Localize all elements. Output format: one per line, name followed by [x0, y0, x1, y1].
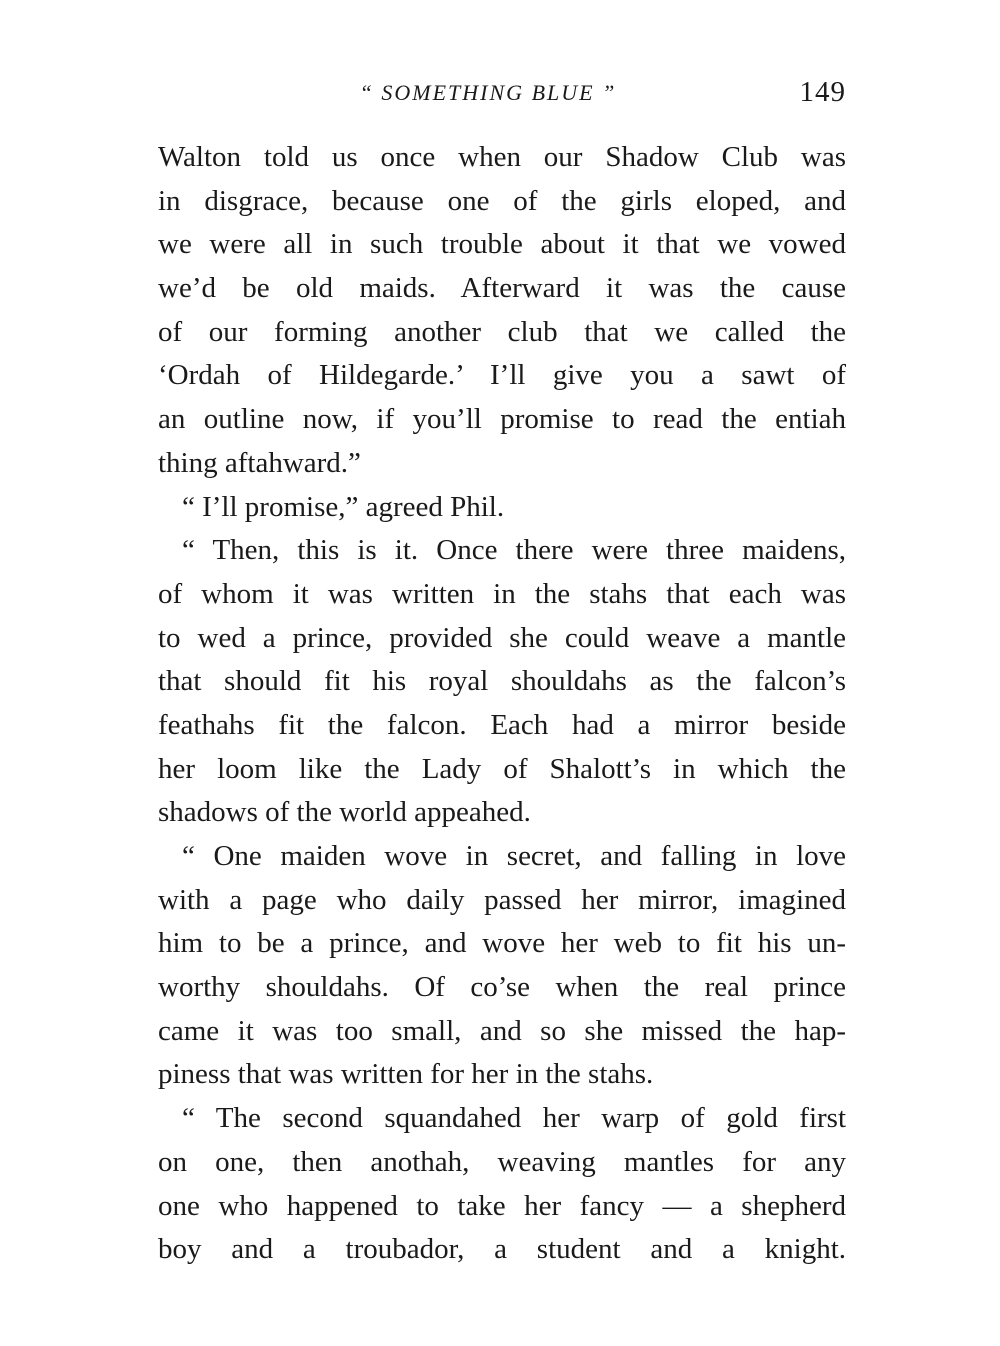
text-line: “ One maiden wove in secret, and falling in love	[182, 840, 846, 872]
text-line: we’d be old maids. Afterward it was the cause	[158, 272, 846, 305]
text-line: of whom it was written in the stahs that each was	[158, 577, 846, 610]
text-line: Walton told us once when our Shadow Club was	[158, 141, 846, 173]
text-line: feathahs fit the falcon. Each had a mirror beside	[158, 708, 846, 741]
running-head	[158, 74, 846, 114]
text-line: that should fit his royal shouldahs as the falcon’s	[158, 665, 846, 698]
page-number: 149	[799, 76, 846, 108]
text-line: “ The second squandahed her warp of gold first	[182, 1102, 846, 1135]
text-line: shadows of the world appeahed.	[158, 796, 531, 829]
text-line: him to be a prince, and wove her web to fit his un-	[158, 927, 846, 960]
text-line: an outline now, if you’ll promise to read the entiah	[158, 403, 846, 436]
text-line: in disgrace, because one of the girls eloped, and	[158, 184, 846, 217]
text-line: “ Then, this is it. Once there were three maidens,	[182, 534, 846, 567]
text-line: piness that was written for her in the stahs.	[158, 1058, 654, 1091]
text-line: ‘Ordah of Hildegarde.’ I’ll give you a sawt of	[158, 359, 846, 392]
text-line: we were all in such trouble about it that we vowed	[158, 228, 846, 261]
text-line: of our forming another club that we called the	[158, 315, 846, 348]
body-text	[158, 136, 846, 1272]
text-line: boy and a troubador, a student and a knight.	[158, 1233, 846, 1266]
text-line: one who happened to take her fancy — a shepherd	[158, 1189, 846, 1222]
text-line: thing aftahward.”	[158, 446, 361, 479]
text-line: her loom like the Lady of Shalott’s in which the	[158, 752, 846, 785]
text-line: to wed a prince, provided she could weave a mantle	[158, 621, 846, 654]
text-line: on one, then anothah, weaving mantles for any	[158, 1145, 846, 1178]
text-line: worthy shouldahs. Of co’se when the real prince	[158, 971, 846, 1004]
text-line: “ I’ll promise,” agreed Phil.	[182, 490, 505, 523]
text-line: with a page who daily passed her mirror, imagined	[158, 883, 846, 916]
running-title: “ SOMETHING BLUE ”	[359, 80, 617, 105]
text-line: came it was too small, and so she missed the hap-	[158, 1014, 846, 1047]
